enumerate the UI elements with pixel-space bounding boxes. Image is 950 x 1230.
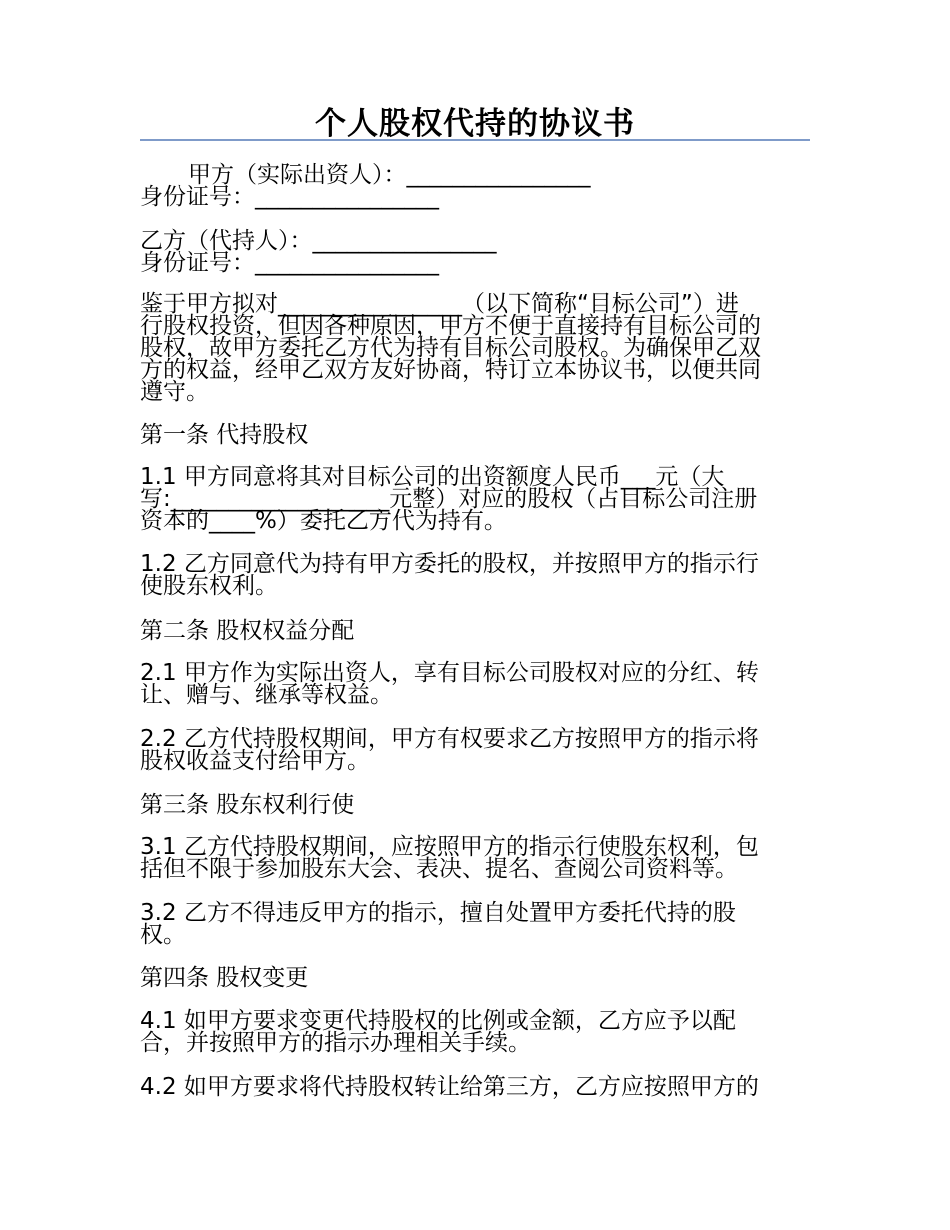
party-b-label: 乙方（代持人）：________________	[140, 228, 497, 254]
text-line: 遵守。	[140, 379, 209, 405]
text-line: 资本的____%）委托乙方代为持有。	[140, 508, 507, 534]
text-line: 写:___________________元整）对应的股权（占目标公司注册	[140, 486, 758, 512]
text-line: 让、赠与、继承等权益。	[140, 682, 393, 708]
clause-3-2	[140, 902, 812, 946]
title-underline	[140, 139, 810, 141]
text-line: 行股权投资，但因各种原因，甲方不便于直接持有目标公司的	[140, 313, 761, 339]
text-line: 4.2 如甲方要求将代持股权转让给第三方，乙方应按照甲方的	[140, 1074, 759, 1100]
text-line: 股权收益支付给甲方。	[140, 748, 370, 774]
clause-1-2	[140, 553, 812, 597]
text-line: 方的权益，经甲乙双方友好协商，特订立本协议书，以便共同	[140, 357, 761, 383]
clause-2-1	[140, 662, 812, 706]
text-line: 权。	[140, 922, 186, 948]
article-3-heading: 第三条 股东权利行使	[140, 792, 355, 818]
text-line: 合，并按照甲方的指示办理相关手续。	[140, 1030, 531, 1056]
article-4-heading: 第四条 股权变更	[140, 965, 309, 991]
text-line: 使股东权利。	[140, 573, 278, 599]
text-line: 4.1 如甲方要求变更代持股权的比例或金额，乙方应予以配	[140, 1008, 736, 1034]
party-a-id: 身份证号：________________	[140, 184, 439, 210]
clause-1-1	[140, 466, 812, 532]
text-line: 2.1 甲方作为实际出资人，享有目标公司股权对应的分红、转	[140, 660, 759, 686]
text-line: 2.2 乙方代持股权期间，甲方有权要求乙方按照甲方的指示将	[140, 726, 759, 752]
text-line: 鉴于甲方拟对________________（以下简称“目标公司”）进	[140, 291, 739, 317]
text-line: 3.1 乙方代持股权期间，应按照甲方的指示行使股东权利，包	[140, 834, 759, 860]
article-1-heading: 第一条 代持股权	[140, 422, 309, 448]
text-line: 括但不限于参加股东大会、表决、提名、查阅公司资料等。	[140, 856, 738, 882]
text-line: 1.2 乙方同意代为持有甲方委托的股权，并按照甲方的指示行	[140, 551, 759, 577]
text-line: 3.2 乙方不得违反甲方的指示，擅自处置甲方委托代持的股	[140, 900, 736, 926]
party-b-id: 身份证号：________________	[140, 250, 439, 276]
preamble-paragraph	[140, 293, 812, 403]
clause-4-2	[140, 1076, 812, 1098]
clause-3-1	[140, 836, 812, 880]
text-line: 股权，故甲方委托乙方代为持有目标公司股权。为确保甲乙双	[140, 335, 761, 361]
article-2-heading: 第二条 股权权益分配	[140, 618, 355, 644]
party-a-label: 甲方（实际出资人）：________________	[188, 162, 591, 188]
clause-4-1	[140, 1010, 812, 1054]
text-line: 1.1 甲方同意将其对目标公司的出资额度人民币___元（大	[140, 464, 725, 490]
document-title: 个人股权代持的协议书	[315, 106, 635, 142]
clause-2-2	[140, 728, 812, 772]
